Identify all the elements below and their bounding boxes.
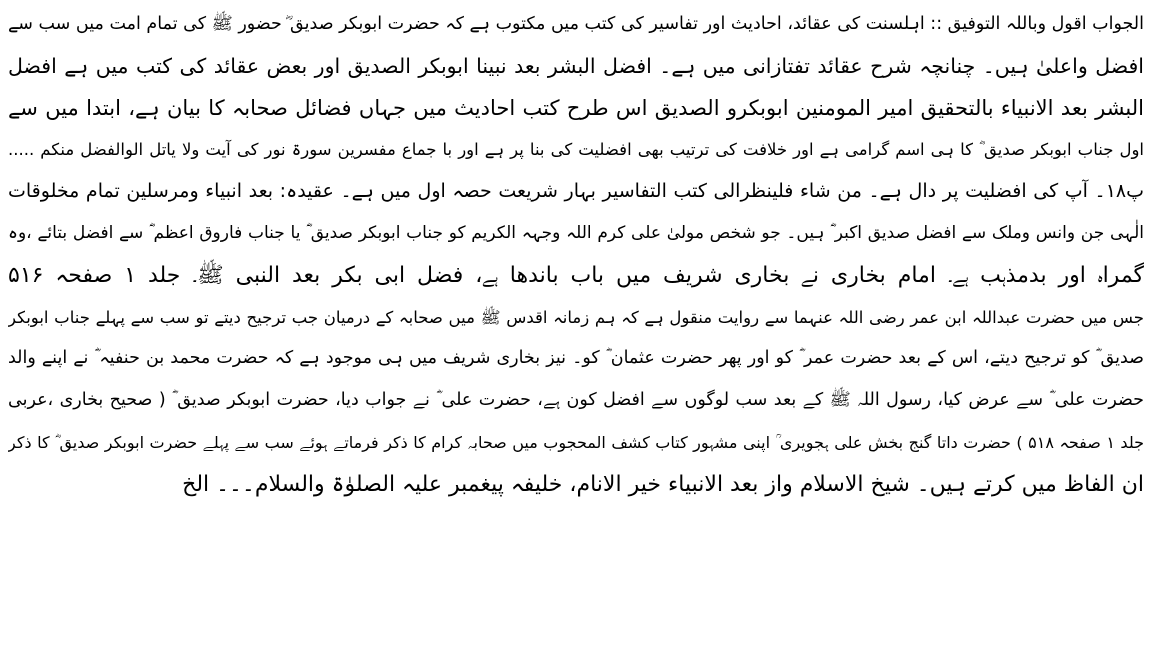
text-line-3: البشر بعد الانبیاء بالتحقیق امیر المومنین ابوبکرو الصدیق اس طرح کتب احادیث میں جہاں فضائل صحابہ کا بیان ہے، ابتدا میں سے: [8, 95, 1144, 120]
text-line-7: گمراہ اور بدمذہب ہے۔ امام بخاری نے بخاری شریف میں باب باندھا ہے، فضل ابی بکر بعد النبی ﷺ۔ جلد ۱ صفحہ ۵۱۶: [8, 262, 1144, 288]
text-line-6: الٰہی جن وانس وملک سے افضل صدیق اکبر ؓ ہیں۔ جو شخص مولیٰ علی کرم اللہ وجہہ الکریم کو جناب ابوبکر صدیق ؓ یا جناب فاروق اعظم ؓ سے افضل بتائے ،وہ: [8, 222, 1144, 243]
text-line-9: صدیق ؓ کو ترجیح دیتے، اس کے بعد حضرت عمر ؓ کو اور پھر حضرت عثمان ؓ کو۔ نیز بخاری شریف میں ہی موجود ہے کہ حضرت محمد بن حنفیہ ؓ نے اپنے والد: [8, 348, 1144, 369]
text-line-4: اول جناب ابوبکر صدیق ؓ کا ہی اسم گرامی ہے اور خلافت کی ترتیب بھی افضلیت کی بنا پر ہے اور با جماع مفسرین سورۃ نور کی آیت ولا یاتل الوالفضل منکم .....: [8, 140, 1144, 160]
text-line-1: الجواب اقول وباللہ التوفیق :: اہلسنت کی عقائد، احادیث اور تفاسیر کی کتب میں مکتوب ہے کہ حضرت ابوبکر صدیق ؓ حضور ﷺ کی تمام امت میں سب سے: [8, 14, 1144, 34]
text-line-5: پ۱۸۔ آپ کی افضلیت پر دال ہے۔ من شاء فلینظرالی کتب التفاسیر بہار شریعت حصہ اول میں ہے۔ عقیدہ: بعد انبیاء ومرسلین تمام مخلوقات: [8, 180, 1144, 203]
text-line-2: افضل واعلیٰ ہیں۔ چنانچہ شرح عقائد تفتازانی میں ہے۔ افضل البشر بعد نبینا ابوبکر الصدیق اور بعض عقائد کی کتب میں ہے افضل: [8, 53, 1144, 78]
text-line-8: جس میں حضرت عبداللہ ابن عمر رضی اللہ عنہما سے روایت منقول ہے کہ ہم زمانہ اقدس ﷺ میں صحابہ کے درمیان جب ترجیح دیتے تو سب سے پہلے جناب ابوبکر: [8, 307, 1144, 327]
text-line-10: حضرت علی ؓ سے عرض کیا، رسول اللہ ﷺ کے بعد سب لوگوں سے افضل کون ہے، حضرت علی ؓ نے جواب دیا، حضرت ابوبکر صدیق ؓ ( صحیح بخاری ،عربی: [8, 390, 1144, 411]
text-line-12: ان الفاظ میں کرتے ہیں۔ شیخ الاسلام واز بعد الانبیاء خیر الانام، خلیفہ پیغمبر علیہ الصلوٰۃ والسلام۔۔۔ الخ: [182, 471, 1144, 497]
text-line-11: جلد ۱ صفحہ ۵۱۸ ) حضرت داتا گنج بخش علی ہجویری ؒ اپنی مشہور کتاب کشف المحجوب میں صحابہ کرام کا ذکر فرماتے ہوئے سب سے پہلے حضرت ابوبکر صدیق ؓ کا ذکر: [8, 432, 1144, 452]
